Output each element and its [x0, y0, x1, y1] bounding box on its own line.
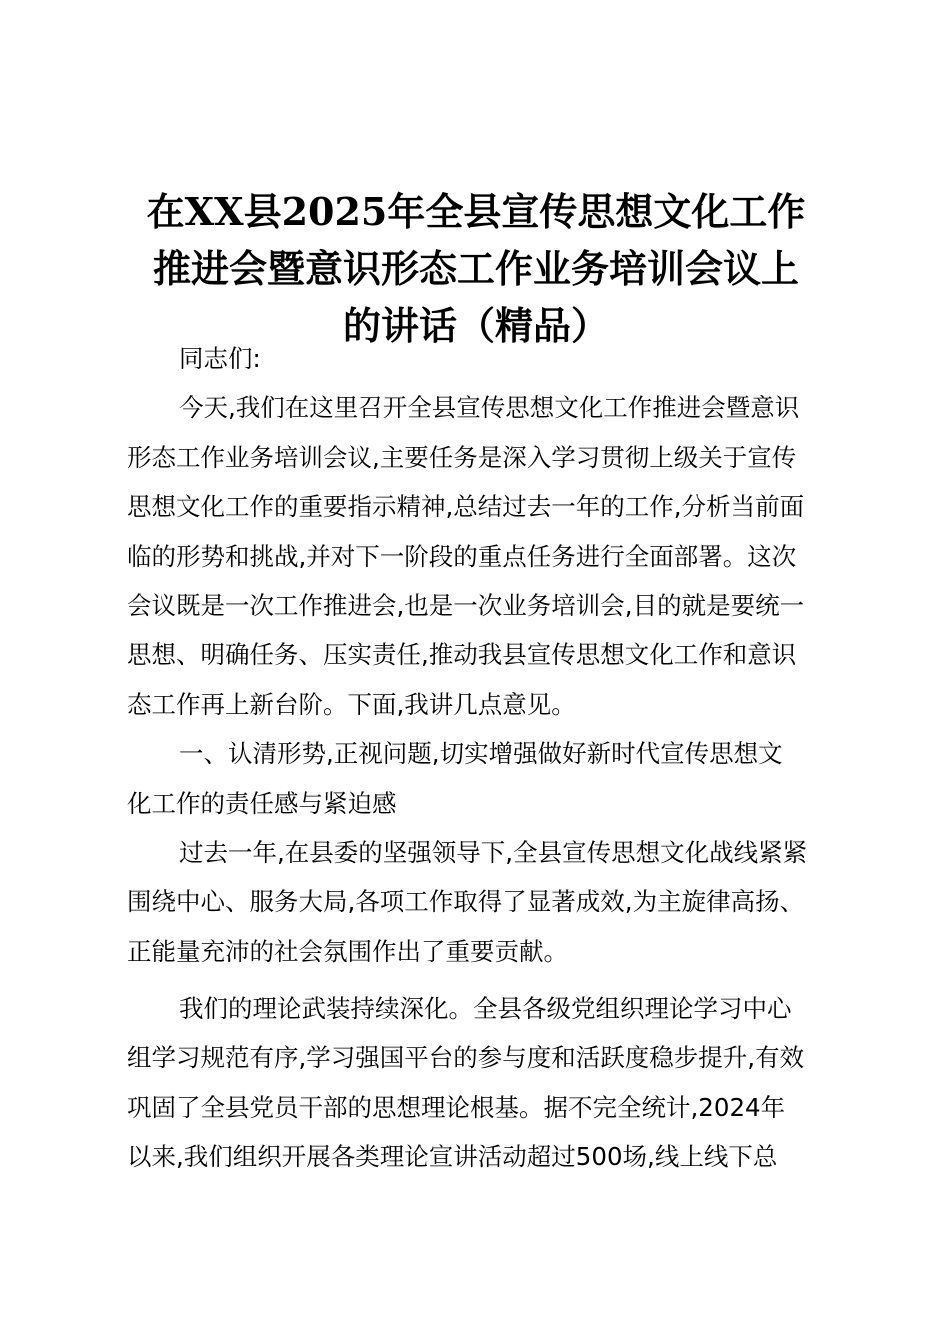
paragraph-opening — [127, 383, 833, 729]
title-line: 在XX县2025年全县宣传思想文化工作 — [146, 189, 806, 234]
paragraph-line: 思想、明确任务、压实责任,推动我县宣传思想文化工作和意识 — [127, 640, 797, 670]
title-line: 的讲话（精品） — [342, 303, 609, 348]
heading-line: 一、认清形势,正视问题,切实增强做好新时代宣传思想文 — [179, 739, 783, 769]
salutation: 同志们: — [179, 344, 261, 373]
paragraph-line: 态工作再上新台阶。下面,我讲几点意见。 — [127, 689, 576, 719]
section-heading — [127, 729, 833, 828]
paragraph-line: 会议既是一次工作推进会,也是一次业务培训会,目的就是要统一 — [127, 590, 805, 620]
paragraph-spacer — [127, 976, 833, 984]
paragraph-line: 形态工作业务培训会议,主要任务是深入学习贯彻上级关于宣传 — [127, 442, 797, 472]
heading-line: 化工作的责任感与紧迫感 — [127, 788, 397, 818]
paragraph-line: 今天,我们在这里召开全县宣传思想文化工作推进会暨意识 — [179, 393, 800, 423]
title-line: 推进会暨意识形态工作业务培训会议上 — [152, 246, 799, 291]
paragraph-line: 组学习规范有序,学习强国平台的参与度和活跃度稳步提升,有效 — [127, 1043, 805, 1073]
paragraph-line: 临的形势和挑战,并对下一阶段的重点任务进行全面部署。这次 — [127, 541, 797, 571]
paragraph-line: 思想文化工作的重要指示精神,总结过去一年的工作,分析当前面 — [127, 492, 805, 522]
paragraph-achievements — [127, 828, 833, 976]
paragraph-line: 以来,我们组织开展各类理论宣讲活动超过500场,线上线下总 — [127, 1142, 778, 1172]
document-title — [118, 183, 834, 354]
paragraph-line: 围绕中心、服务大局,各项工作取得了显著成效,为主旋律高扬、 — [127, 887, 805, 917]
paragraph-line: 正能量充沛的社会氛围作出了重要贡献。 — [127, 936, 568, 966]
paragraph-line: 过去一年,在县委的坚强领导下,全县宣传思想文化战线紧紧 — [179, 837, 808, 867]
paragraph-theory — [127, 984, 833, 1182]
paragraph-line: 巩固了全县党员干部的思想理论根基。据不完全统计,2024年 — [127, 1092, 786, 1122]
paragraph-line: 我们的理论武装持续深化。全县各级党组织理论学习中心 — [179, 994, 792, 1024]
document-body — [127, 334, 833, 1182]
